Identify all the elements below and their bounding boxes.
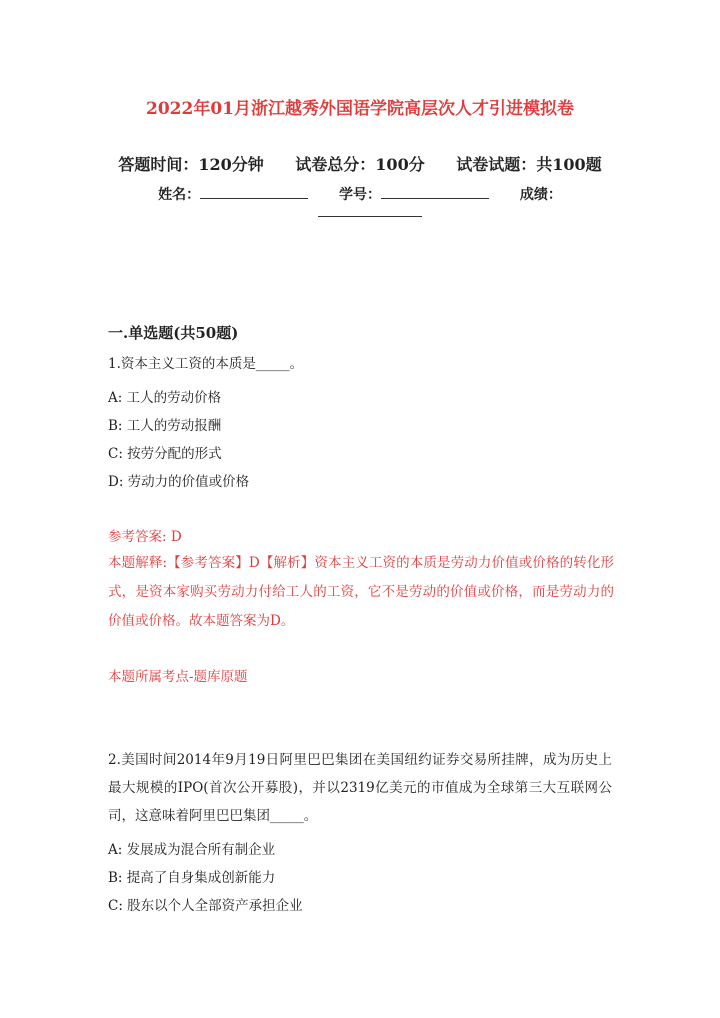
score-blank[interactable] — [318, 204, 422, 217]
id-blank[interactable] — [381, 186, 489, 199]
question-1-option-c: C: 按劳分配的形式 — [108, 446, 222, 462]
question-1-point: 本题所属考点-题库原题 — [108, 669, 248, 685]
exam-info — [0, 152, 720, 175]
exam-title: 2022年01月浙江越秀外国语学院高层次人才引进模拟卷 — [146, 99, 574, 119]
name-blank[interactable] — [200, 186, 308, 199]
exam-time: 答题时间：120分钟 — [118, 155, 264, 174]
section-title: 一.单选题(共50题) — [108, 324, 239, 342]
student-fields — [0, 184, 720, 204]
question-1-stem: 1.资本主义工资的本质是_____。 — [108, 356, 304, 372]
question-2-stem: 2.美国时间2014年9月19日阿里巴巴集团在美国纽约证券交易所挂牌，成为历史上最大规模的IPO(首次公开募股)，并以2319亿美元的市值成为全球第三大互联网公司，这意味着阿里巴巴集团_____。 — [108, 752, 612, 824]
exam-total-score: 试卷总分：100分 — [295, 155, 425, 174]
score-label: 成绩： — [519, 187, 562, 203]
question-1-option-b: B: 工人的劳动报酬 — [108, 418, 222, 434]
question-1-answer: 参考答案: D — [108, 529, 182, 545]
question-1-explanation: 本题解释:【参考答案】D【解析】资本主义工资的本质是劳动力价值或价格的转化形式，是资本家购买劳动力付给工人的工资，它不是劳动的价值或价格，而是劳动力的价值或价格。故本题答案为D。 — [108, 555, 614, 629]
exam-question-count: 试卷试题：共100题 — [456, 155, 602, 174]
score-field — [520, 187, 562, 203]
question-2-option-a: A: 发展成为混合所有制企业 — [108, 842, 276, 858]
question-1-option-a: A: 工人的劳动价格 — [108, 390, 222, 406]
question-1-option-d: D: 劳动力的价值或价格 — [108, 474, 250, 490]
name-field[interactable] — [158, 187, 308, 203]
name-label: 姓名： — [158, 187, 201, 203]
id-field[interactable] — [339, 187, 489, 203]
question-2-option-b: B: 提高了自身集成创新能力 — [108, 870, 276, 886]
id-label: 学号： — [339, 187, 381, 203]
question-2-option-c: C: 股东以个人全部资产承担企业 — [108, 898, 303, 914]
